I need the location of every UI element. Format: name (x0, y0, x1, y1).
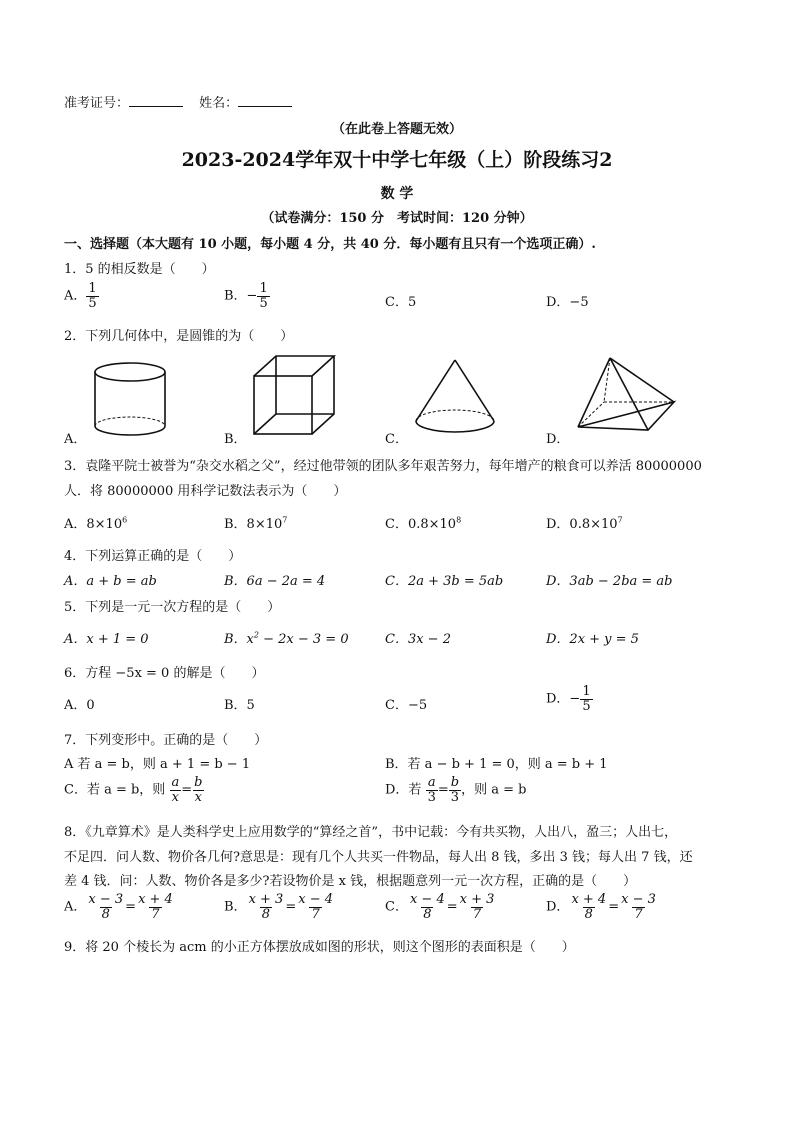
q8-a-label: A． (64, 899, 87, 915)
q4-option-d[interactable]: D．3ab − 2ba = ab (546, 574, 673, 589)
q8-a-den2: 7 (151, 906, 160, 922)
q8-b-num1: x + 3 (248, 892, 284, 907)
cube-figure (248, 352, 338, 442)
q7-d-f1-den: 3 (427, 789, 436, 805)
q7-d-tail: ，则 a = b (461, 782, 527, 798)
q4-option-b[interactable]: B．6a − 2a = 4 (224, 574, 326, 589)
q5-option-a[interactable]: A．x + 1 = 0 (64, 632, 149, 647)
q5-b-label: B．x (224, 632, 254, 647)
q2-option-c[interactable]: C． (385, 432, 408, 447)
exam-title: 2023-2024学年双十中学七年级（上）阶段练习2 (181, 149, 613, 171)
q6-d-den: 5 (582, 698, 591, 714)
q3-c-exp: 8 (456, 515, 462, 525)
q3-option-d[interactable] (546, 513, 623, 532)
q5-b-rest: − 2x − 3 = 0 (258, 632, 349, 647)
q7-d-label: D．若 (385, 782, 422, 798)
q8-option-b[interactable]: B． $\frac{x + 3}{8}$ = $\frac{x - 4}{7}$ (224, 892, 333, 922)
q2-stem: 2．下列几何体中，是圆锥的为（ ） (64, 329, 294, 344)
q8-b-num2: x − 4 (298, 892, 333, 907)
q3-option-c[interactable] (385, 513, 461, 532)
q4-option-a[interactable]: A．a + b = ab (64, 574, 157, 589)
q8-option-d[interactable]: D． $\frac{x + 4}{8}$ = $\frac{x - 3}{7}$ (546, 892, 656, 922)
name-blank[interactable] (238, 94, 292, 107)
q1-option-a[interactable] (64, 282, 99, 310)
q7-d-f1-num: a (427, 775, 436, 790)
q8-b-den2: 7 (311, 906, 320, 922)
q5-stem: 5．下列是一元一次方程的是（ ） (64, 600, 281, 615)
q3-b-label: B．8×10 (224, 517, 283, 532)
q1-a-den: 5 (88, 295, 97, 311)
q8-c-label: C． (385, 899, 408, 915)
q8-d-num2: x − 3 (621, 892, 656, 907)
q3-a-exp: 6 (122, 515, 128, 525)
cylinder-figure (80, 360, 180, 440)
q3-d-label: D．0.8×10 (546, 517, 618, 532)
section-heading: 一、选择题（本大题有 10 小题，每小题 4 分，共 40 分．每小题有且只有一个选项正确）. (64, 237, 596, 252)
q3-option-a[interactable] (64, 513, 127, 532)
q2-option-d[interactable]: D． (546, 432, 570, 447)
q8-line2: 不足四．问人数、物价各几何?意思是：现有几个人共买一件物品，每人出 8 钱，多出 3 钱；每人出 7 钱，还 (64, 850, 693, 865)
q6-option-d[interactable] (546, 685, 593, 713)
q8-d-label: D． (546, 899, 570, 915)
q8-b-label: B． (224, 899, 247, 915)
q3-line2: 人．将 80000000 用科学记数法表示为（ ） (64, 484, 347, 499)
q3-option-b[interactable] (224, 513, 287, 532)
q7-option-a[interactable]: A 若 a = b，则 a + 1 = b − 1 (64, 757, 251, 772)
q3-b-exp: 7 (282, 515, 288, 525)
q7-option-c[interactable]: C．若 a = b，则 $\frac{a}{x}$ = $\frac{b}{x}$ (64, 775, 203, 805)
q3-d-exp: 7 (617, 515, 623, 525)
q5-option-b[interactable] (224, 628, 349, 647)
q7-stem: 7．下列变形中。正确的是（ ） (64, 733, 268, 748)
q8-d-num1: x + 4 (571, 892, 607, 907)
id-blank[interactable] (129, 94, 183, 107)
q1-b-label: B．− (224, 288, 258, 304)
q5-option-d[interactable]: D．2x + y = 5 (546, 632, 639, 647)
q7-option-d[interactable]: D．若 $\frac{a}{3}$ = $\frac{b}{3}$ ，则 a = b (385, 775, 527, 805)
id-label: 准考证号： (64, 96, 130, 111)
q5-b-exp: 2 (253, 630, 259, 640)
q6-stem: 6．方程 −5x = 0 的解是（ ） (64, 666, 265, 681)
q1-stem: 1．5 的相反数是（ ） (64, 262, 215, 277)
q3-c-label: C．0.8×10 (385, 517, 457, 532)
q1-option-b[interactable] (224, 282, 270, 310)
q1-option-d[interactable]: D．−5 (546, 295, 589, 310)
q6-d-label: D．− (546, 691, 581, 707)
cone-figure (410, 357, 500, 442)
q8-option-a[interactable]: A． $\frac{x - 3}{8}$ = $\frac{x + 4}{7}$ (64, 892, 173, 922)
q2-option-a[interactable]: A． (64, 432, 87, 447)
q8-line1: 8．《九章算术》是人类科学史上应用数学的“算经之首”，书中记载：今有共买物，人出八，盈三；人出七， (64, 825, 678, 840)
q6-option-b[interactable]: B．5 (224, 698, 255, 713)
q6-d-num: 1 (582, 684, 591, 699)
q1-b-num: 1 (259, 281, 268, 296)
q4-option-c[interactable]: C．2a + 3b = 5ab (385, 574, 504, 589)
q2-option-b[interactable]: B． (224, 432, 247, 447)
q7-c-f1-num: a (171, 775, 180, 790)
q7-d-f2-num: b (450, 775, 460, 790)
q9-stem: 9．将 20 个棱长为 acm 的小正方体摆放成如图的形状，则这个图形的表面积是（ ） (64, 940, 575, 955)
q1-option-c[interactable]: C．5 (385, 295, 417, 310)
q8-c-den1: 8 (423, 906, 432, 922)
q7-c-f1-den: x (171, 789, 179, 805)
q8-d-den1: 8 (584, 906, 593, 922)
q5-option-c[interactable]: C．3x − 2 (385, 632, 451, 647)
notice: （在此卷上答题无效） (331, 122, 462, 137)
q3-a-label: A．8×10 (64, 517, 123, 532)
q1-a-label: A． (64, 288, 87, 304)
q7-c-f2-den: x (194, 789, 202, 805)
q6-option-c[interactable]: C．−5 (385, 698, 428, 713)
q8-d-den2: 7 (634, 906, 643, 922)
exam-meta: （试卷满分：150 分 考试时间：120 分钟） (261, 211, 533, 226)
q8-a-den1: 8 (101, 906, 110, 922)
q7-option-b[interactable]: B．若 a − b + 1 = 0，则 a = b + 1 (385, 757, 608, 772)
q8-c-num2: x + 3 (459, 892, 495, 907)
q8-a-num2: x + 4 (138, 892, 173, 907)
q8-line3: 差 4 钱．问：人数、物价各是多少?若设物价是 x 钱，根据题意列一元一次方程，正确的是（ ） (64, 874, 637, 889)
q6-option-a[interactable]: A．0 (64, 698, 95, 713)
subject: 数 学 (380, 186, 414, 202)
q8-option-c[interactable]: C． $\frac{x - 4}{8}$ = $\frac{x + 3}{7}$ (385, 892, 495, 922)
q8-a-num1: x − 3 (88, 892, 124, 907)
q7-c-f2-num: b (194, 775, 203, 790)
q7-d-f2-den: 3 (450, 789, 460, 805)
q8-c-den2: 7 (472, 906, 482, 922)
name-label: 姓名： (199, 96, 239, 111)
q4-stem: 4．下列运算正确的是（ ） (64, 549, 242, 564)
q1-a-num: 1 (88, 281, 97, 296)
q1-b-den: 5 (259, 295, 268, 311)
candidate-info (64, 92, 292, 111)
q7-c-label: C．若 a = b，则 (64, 782, 166, 798)
q8-b-den1: 8 (261, 906, 271, 922)
q3-line1: 3．袁隆平院士被誉为“杂交水稻之父”，经过他带领的团队多年艰苦努力，每年增产的粮食可以养活 80000000 (64, 459, 702, 474)
pyramid-figure (574, 352, 679, 442)
q8-c-num1: x − 4 (409, 892, 445, 907)
